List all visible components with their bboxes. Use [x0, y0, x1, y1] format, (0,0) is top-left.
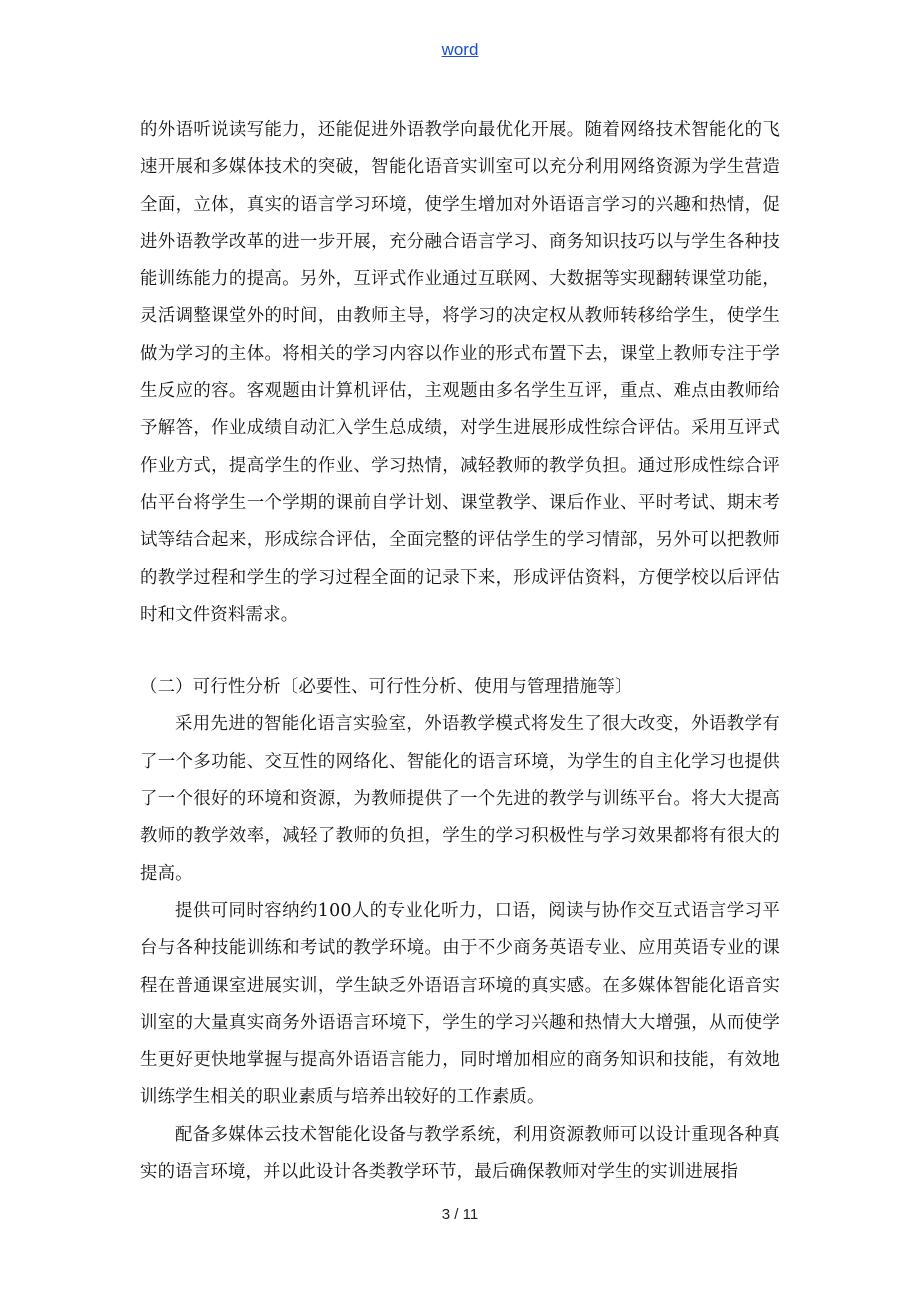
- paragraph-smart-lab: 采用先进的智能化语言实验室，外语教学模式将发生了很大改变，外语教学有了一个多功能、交互性的网络化、智能化的语言环境，为学生的自主化学习也提供了一个很好的环境和资源，为教师提供了一个先进的教学与训练平台。将大大提高教师的教学效率，减轻了教师的负担，学生的学习积极性与学习效果都将有很大的提高。: [140, 714, 780, 884]
- paragraph-continuation: 的外语听说读写能力，还能促进外语教学向最优化开展。随着网络技术智能化的飞速开展和多媒体技术的突破，智能化语音实训室可以充分利用网络资源为学生营造全面，立体，真实的语言学习环境，使学生增加对外语语言学习的兴趣和热情，促进外语教学改革的进一步开展，充分融合语言学习、商务知识技巧以与学生各种技能训练能力的提高。另外，互评式作业通过互联网、大数据等实现翻转课堂功能，灵活调整课堂外的时间，由教师主导，将学习的决定权从教师转移给学生，使学生做为学习的主体。将相关的学习内容以作业的形式布置下去，课堂上教师专注于学生反应的容。客观题由计算机评估，主观题由多名学生互评，重点、难点由教师给予解答，作业成绩自动汇入学生总成绩，对学生进展形成性综合评估。采用互评式作业方式，提高学生的作业、学习热情，减轻教师的教学负担。通过形成性综合评估平台将学生一个学期的课前自学计划、课堂教学、课后作业、平时考试、期末考试等结合起来，形成综合评估，全面完整的评估学生的学习情部，另外可以把教师的教学过程和学生的学习过程全面的记录下来，形成评估资料，方便学校以后评估时和文件资料需求。: [140, 120, 780, 625]
- page-number: 3 / 11: [441, 1206, 479, 1223]
- header-word-link[interactable]: word: [441, 40, 479, 59]
- section-heading-feasibility: （二）可行性分析〔必要性、可行性分析、使用与管理措施等〕: [140, 677, 633, 698]
- document-body: [140, 112, 780, 1191]
- paragraph-capacity: 提供可同时容纳约100人的专业化听力，口语，阅读与协作交互式语言学习平台与各种技能训练和考试的教学环境。由于不少商务英语专业、应用英语专业的课程在普通课室进展实训，学生缺乏外语语言环境的真实感。在多媒体智能化语音实训室的大量真实商务外语语言环境下，学生的学习兴趣和热情大大增强，从而使学生更好更快地掌握与提高外语语言能力，同时增加相应的商务知识和技能，有效地训练学生相关的职业素质与培养出较好的工作素质。: [140, 900, 780, 1108]
- paragraph-multimedia-cloud: 配备多媒体云技术智能化设备与教学系统，利用资源教师可以设计重现各种真实的语言环境，并以此设计各类教学环节，最后确保教师对学生的实训进展指: [140, 1124, 780, 1183]
